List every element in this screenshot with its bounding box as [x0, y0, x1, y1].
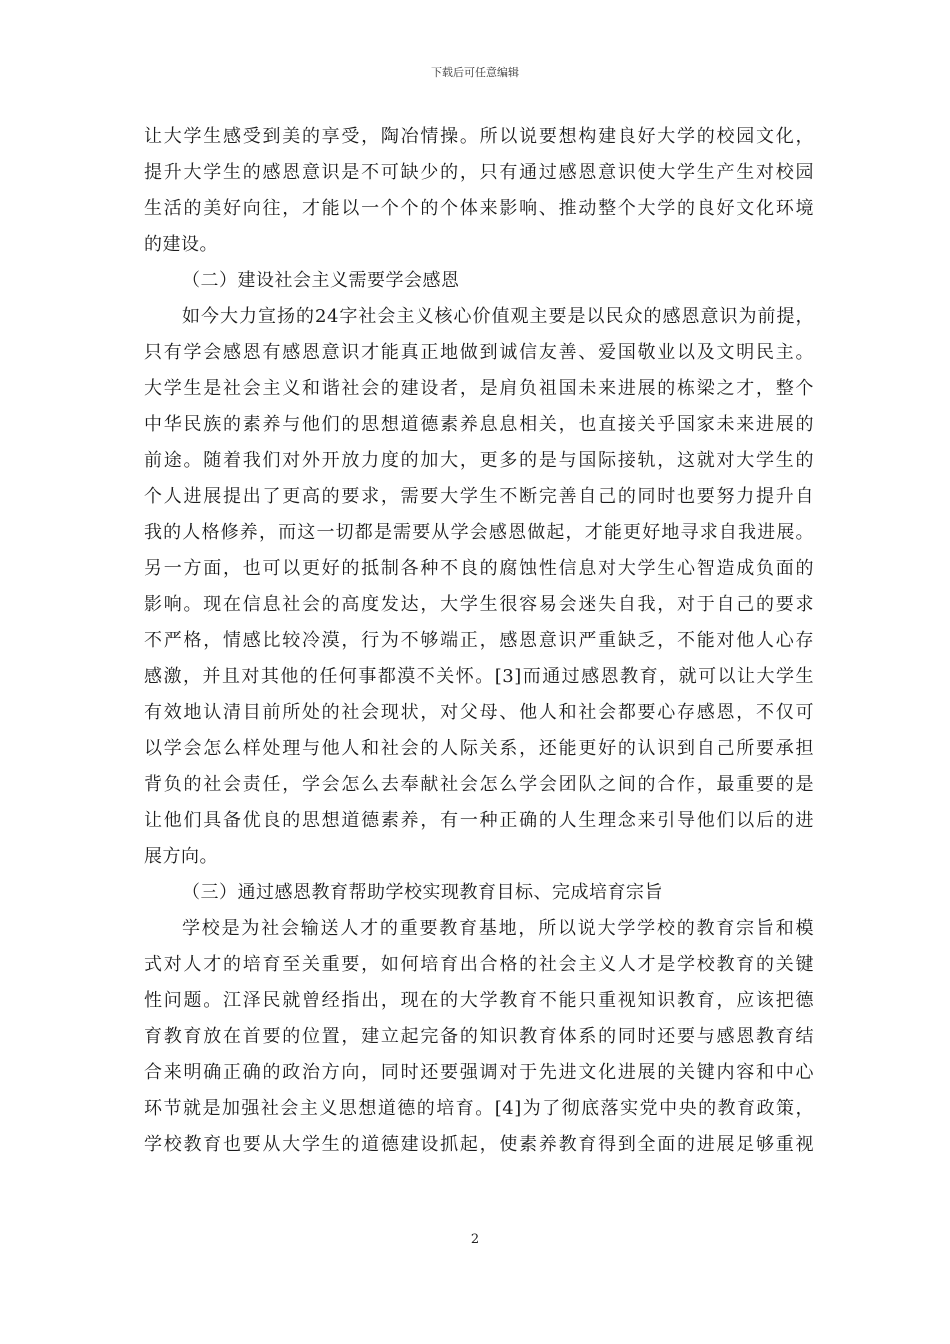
- paragraph-line: 展方向。: [144, 846, 218, 867]
- section-heading: （二）建设社会主义需要学会感恩: [182, 270, 460, 291]
- paragraph-line: 有效地认清目前所处的社会现状，对父母、他人和社会都要心存感恩，不仅可: [144, 702, 814, 723]
- paragraph-line: 中华民族的素养与他们的思想道德素养息息相关，也直接关乎国家未来进展的: [144, 414, 814, 435]
- paragraph-line: 不严格，情感比较冷漠，行为不够端正，感恩意识严重缺乏，不能对他人心存: [144, 630, 814, 651]
- page-number: 2: [470, 1232, 480, 1247]
- paragraph-line: 式对人才的培育至关重要，如何培育出合格的社会主义人才是学校教育的关键: [144, 954, 814, 975]
- paragraph-line: 我的人格修养，而这一切都是需要从学会感恩做起，才能更好地寻求自我进展。: [144, 522, 814, 543]
- page-header: 下载后可任意编辑: [431, 66, 519, 79]
- paragraph-line: 让大学生感受到美的享受，陶冶情操。所以说要想构建良好大学的校园文化，: [144, 126, 814, 147]
- paragraph-line: 前途。随着我们对外开放力度的加大，更多的是与国际接轨，这就对大学生的: [144, 450, 814, 471]
- paragraph-line: 感激，并且对其他的任何事都漠不关怀。[3]而通过感恩教育，就可以让大学生: [144, 666, 814, 687]
- paragraph-line: 环节就是加强社会主义思想道德的培育。[4]为了彻底落实党中央的教育政策，: [144, 1098, 814, 1119]
- paragraph-line: 的建设。: [144, 234, 218, 255]
- paragraph-line: 只有学会感恩有感恩意识才能真正地做到诚信友善、爱国敬业以及文明民主。: [144, 342, 814, 363]
- paragraph-line: 另一方面，也可以更好的抵制各种不良的腐蚀性信息对大学生心智造成负面的: [144, 558, 814, 579]
- paragraph-line: 性问题。江泽民就曾经指出，现在的大学教育不能只重视知识教育，应该把德: [144, 990, 814, 1011]
- paragraph-line: 学校是为社会输送人才的重要教育基地，所以说大学学校的教育宗旨和模: [182, 918, 814, 939]
- paragraph-line: 学校教育也要从大学生的道德建设抓起，使素养教育得到全面的进展足够重视: [144, 1134, 814, 1155]
- paragraph-line: 个人进展提出了更高的要求，需要大学生不断完善自己的同时也要努力提升自: [144, 486, 814, 507]
- section-heading: （三）通过感恩教育帮助学校实现教育目标、完成培育宗旨: [182, 882, 663, 903]
- paragraph-line: 背负的社会责任，学会怎么去奉献社会怎么学会团队之间的合作，最重要的是: [144, 774, 814, 795]
- paragraph-line: 生活的美好向往，才能以一个个的个体来影响、推动整个大学的良好文化环境: [144, 198, 814, 219]
- paragraph-line: 如今大力宣扬的24字社会主义核心价值观主要是以民众的感恩意识为前提，: [182, 306, 814, 327]
- paragraph-line: 让他们具备优良的思想道德素养，有一种正确的人生理念来引导他们以后的进: [144, 810, 814, 831]
- paragraph-line: 提升大学生的感恩意识是不可缺少的，只有通过感恩意识使大学生产生对校园: [144, 162, 814, 183]
- paragraph-line: 以学会怎么样处理与他人和社会的人际关系，还能更好的认识到自己所要承担: [144, 738, 814, 759]
- paragraph-line: 育教育放在首要的位置，建立起完备的知识教育体系的同时还要与感恩教育结: [144, 1026, 814, 1047]
- document-body: [144, 119, 814, 1163]
- paragraph-line: 合来明确正确的政治方向，同时还要强调对于先进文化进展的关键内容和中心: [144, 1062, 814, 1083]
- paragraph-line: 大学生是社会主义和谐社会的建设者，是肩负祖国未来进展的栋梁之才，整个: [144, 378, 814, 399]
- paragraph-line: 影响。现在信息社会的高度发达，大学生很容易会迷失自我，对于自己的要求: [144, 594, 814, 615]
